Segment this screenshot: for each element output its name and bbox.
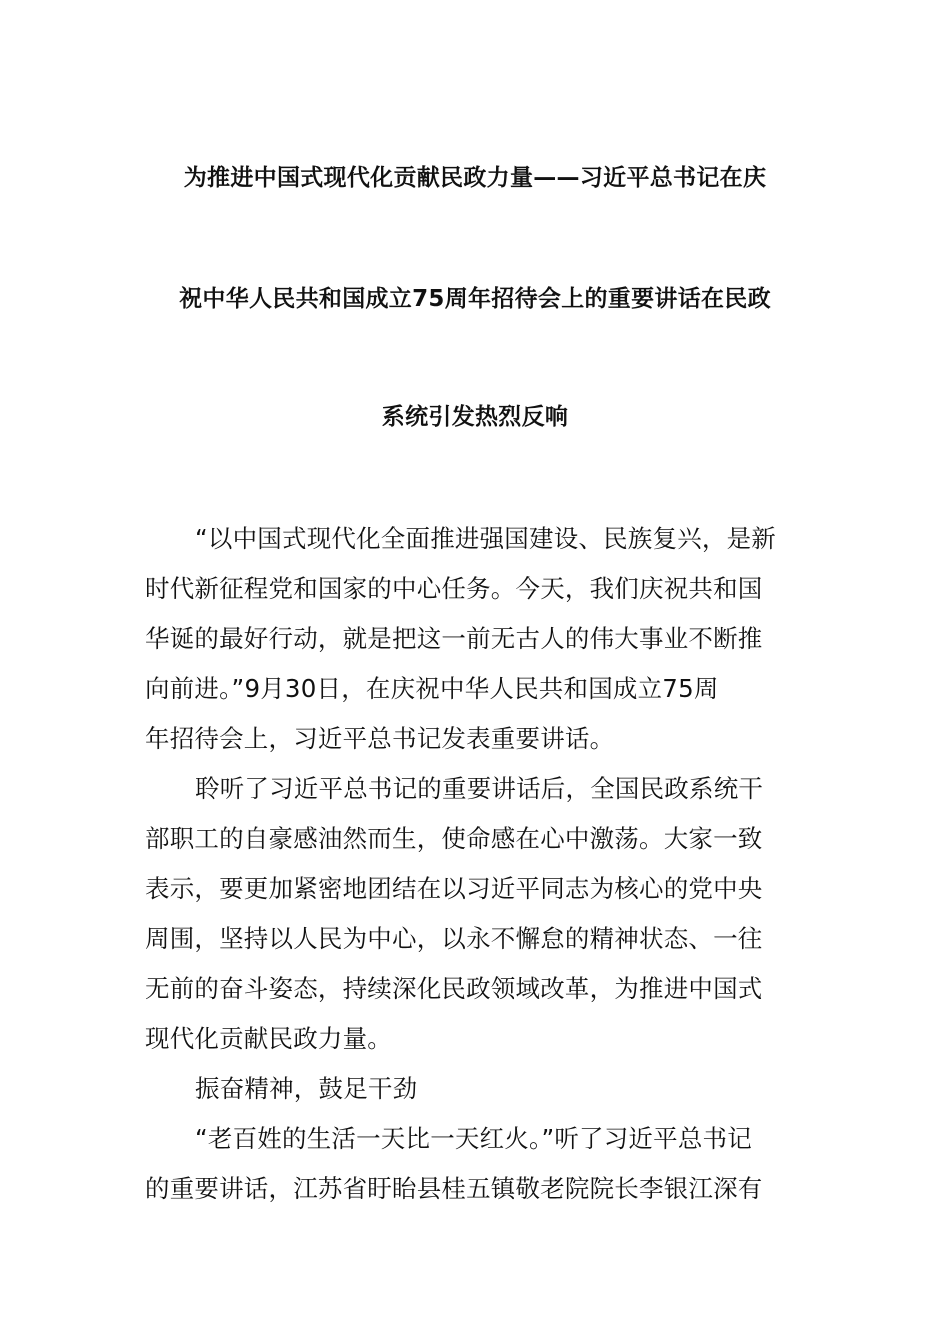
paragraph-3-line-2: 的重要讲话，江苏省盱眙县桂五镇敬老院院长李银江深有 xyxy=(145,1174,763,1203)
paragraph-1-line-3: 华诞的最好行动，就是把这一前无古人的伟大事业不断推 xyxy=(145,624,763,653)
paragraph-1-line-2: 时代新征程党和国家的中心任务。今天，我们庆祝共和国 xyxy=(145,574,763,603)
document-title-line-3: 系统引发热烈反响 xyxy=(381,404,569,430)
document-title-line-2: 祝中华人民共和国成立75周年招待会上的重要讲话在民政 xyxy=(179,286,771,312)
paragraph-1-line-5: 年招待会上，习近平总书记发表重要讲话。 xyxy=(145,724,615,753)
paragraph-2-line-5: 无前的奋斗姿态，持续深化民政领域改革，为推进中国式 xyxy=(145,974,763,1003)
paragraph-2-line-1: 聆听了习近平总书记的重要讲话后，全国民政系统干 xyxy=(195,774,764,803)
paragraph-2-line-3: 表示，要更加紧密地团结在以习近平同志为核心的党中央 xyxy=(145,874,763,903)
paragraph-2-line-4: 周围，坚持以人民为中心，以永不懈怠的精神状态、一往 xyxy=(145,924,763,953)
paragraph-2-line-2: 部职工的自豪感油然而生，使命感在心中激荡。大家一致 xyxy=(145,824,763,853)
document-title-line-1: 为推进中国式现代化贡献民政力量——习近平总书记在庆 xyxy=(183,165,767,191)
paragraph-1-line-4: 向前进。”9月30日，在庆祝中华人民共和国成立75周 xyxy=(145,674,719,703)
paragraph-3-line-1: “老百姓的生活一天比一天红火。”听了习近平总书记 xyxy=(195,1124,752,1153)
paragraph-1-line-1: “以中国式现代化全面推进强国建设、民族复兴，是新 xyxy=(195,524,776,553)
paragraph-2-line-6: 现代化贡献民政力量。 xyxy=(145,1024,392,1053)
section-heading: 振奋精神，鼓足干劲 xyxy=(195,1074,418,1103)
